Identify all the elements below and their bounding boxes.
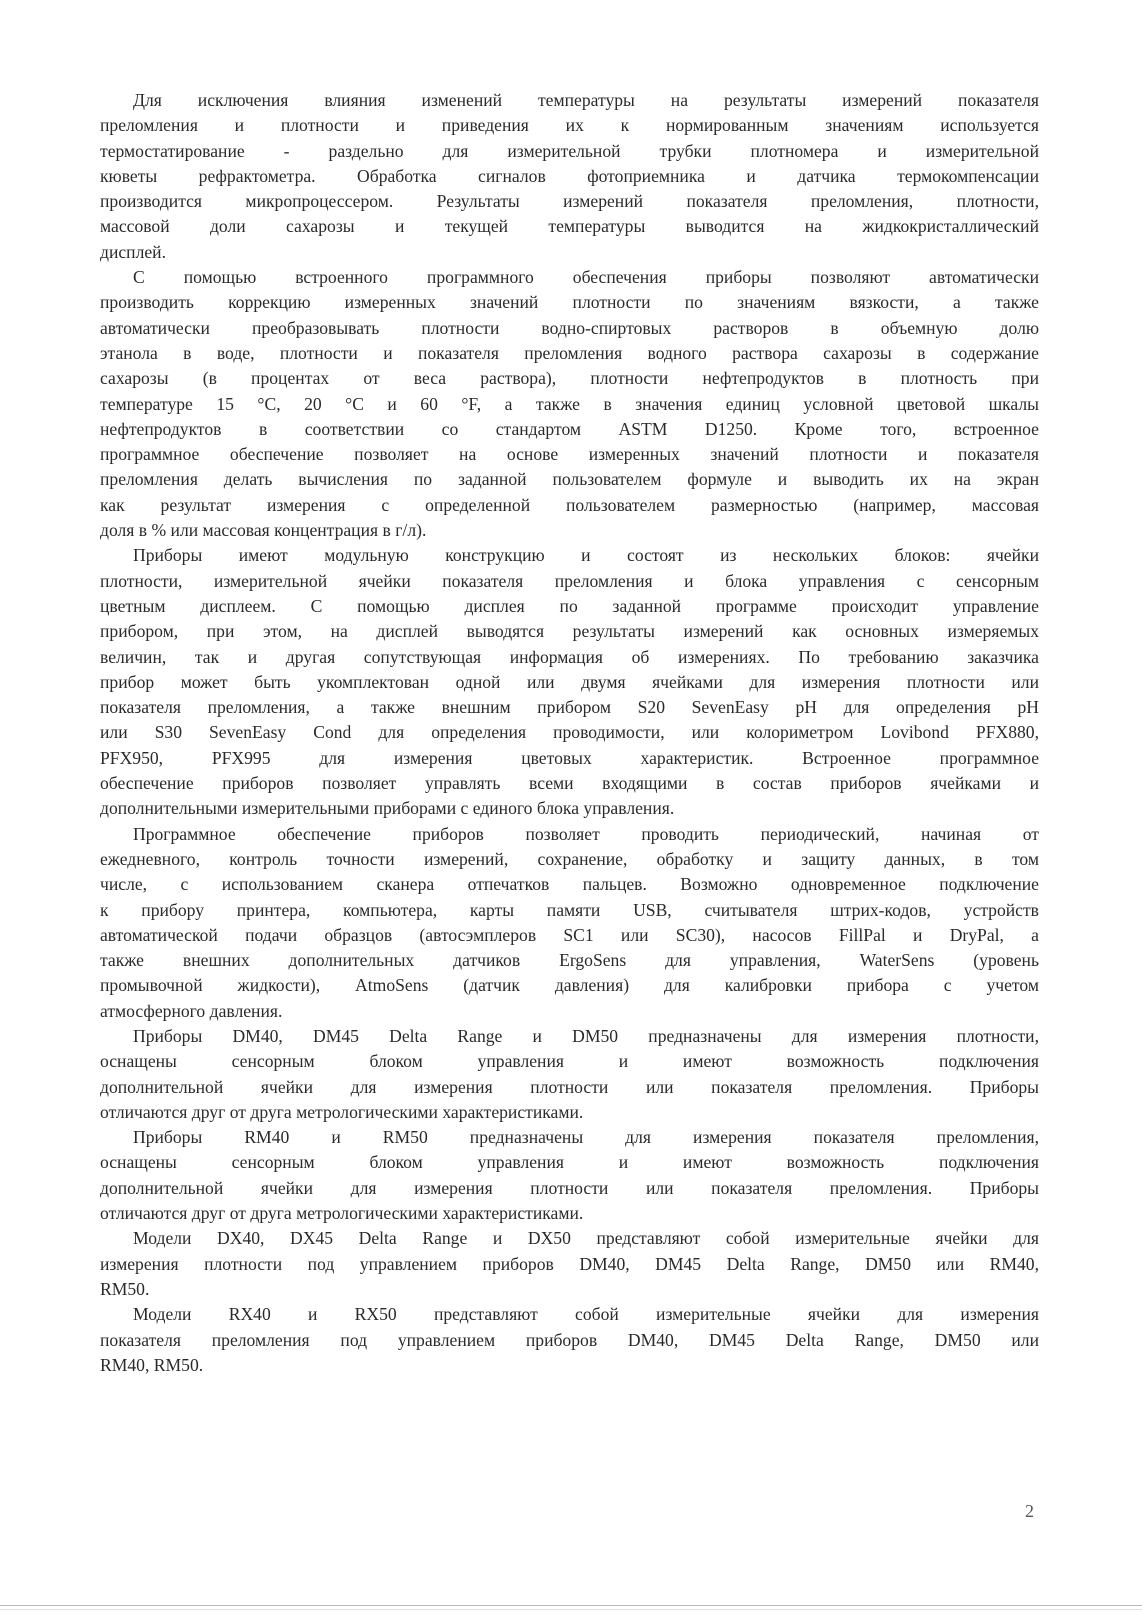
scan-edge-line-faint [0, 1609, 1142, 1610]
text-line: плотности, измерительной ячейки показателя преломления и блока управления с сенсорным [100, 570, 1039, 591]
text-line: нефтепродуктов в соответствии со стандартом ASTM D1250. Кроме того, встроенное [100, 418, 1039, 439]
scan-edge-line [0, 1605, 1142, 1606]
text-line: доля в % или массовая концентрация в г/л). [100, 520, 427, 541]
text-line: Приборы имеют модульную конструкцию и состоят из нескольких блоков: ячейки [133, 545, 1039, 566]
text-line: массовой доли сахарозы и текущей температуры выводится на жидкокристаллический [100, 216, 1039, 237]
text-line: производится микропроцессером. Результаты измерений показателя преломления, плотности, [100, 191, 1039, 212]
text-line: отличаются друг от друга метрологическими характеристиками. [100, 1101, 584, 1122]
page-number: 2 [1025, 1501, 1034, 1521]
text-line: RM40, RM50. [100, 1354, 204, 1375]
text-line: атмосферного давления. [100, 1000, 283, 1021]
text-line: прибором, при этом, на дисплей выводятся результаты измерений как основных измеряемых [100, 621, 1039, 642]
text-line: оснащены сенсорным блоком управления и имеют возможность подключения [100, 1152, 1039, 1173]
text-line: Приборы DM40, DM45 Delta Range и DM50 предназначены для измерения плотности, [133, 1025, 1039, 1046]
text-line: автоматической подачи образцов (автосэмплеров SC1 или SC30), насосов FillPal и DryPal, а [100, 924, 1039, 945]
text-line: показателя преломления под управлением приборов DM40, DM45 Delta Range, DM50 или [100, 1329, 1039, 1350]
text-line: автоматически преобразовывать плотности водно-спиртовых растворов в объемную долю [100, 317, 1039, 338]
text-line: как результат измерения с определенной пользователем размерностью (например, массовая [100, 494, 1039, 515]
text-line: термостатирование - раздельно для измерительной трубки плотномера и измерительной [100, 140, 1039, 161]
paragraph-software-features [100, 265, 1039, 543]
document-body [100, 88, 1039, 1378]
text-line: преломления делать вычисления по заданной пользователем формуле и выводить их на экран [100, 469, 1039, 490]
text-line: ежедневного, контроль точности измерений, сохранение, обработку и защиту данных, в том [100, 848, 1039, 869]
paragraph-software-control [100, 822, 1039, 1024]
text-line: PFX950, PFX995 для измерения цветовых характеристик. Встроенное программное [100, 747, 1039, 768]
paragraph-dx-models [100, 1226, 1039, 1302]
text-line: этанола в воде, плотности и показателя преломления водного раствора сахарозы в содержание [100, 342, 1039, 363]
text-line: сахарозы (в процентах от веса раствора), плотности нефтепродуктов в плотность при [100, 368, 1039, 389]
text-line: дисплей. [100, 241, 166, 262]
text-line: температуре 15 °С, 20 °С и 60 °F, а также в значения единиц условной цветовой шкалы [100, 393, 1039, 414]
text-line: RM50. [100, 1278, 150, 1299]
text-line: цветным дисплеем. С помощью дисплея по заданной программе происходит управление [100, 595, 1039, 616]
text-line: дополнительной ячейки для измерения плотности или показателя преломления. Приборы [100, 1076, 1039, 1097]
text-line: прибор может быть укомплектован одной или двумя ячейками для измерения плотности или [100, 671, 1039, 692]
text-line: дополнительной ячейки для измерения плотности или показателя преломления. Приборы [100, 1177, 1039, 1198]
paragraph-rm-models [100, 1125, 1039, 1226]
text-line: числе, с использованием сканера отпечатков пальцев. Возможно одновременное подключение [100, 874, 1039, 895]
text-line: дополнительными измерительными приборами с единого блока управления. [100, 798, 675, 819]
text-line: производить коррекцию измеренных значений плотности по значениям вязкости, а также [100, 292, 1039, 313]
paragraph-modular-design [100, 543, 1039, 821]
text-line: к прибору принтера, компьютера, карты памяти USB, считывателя штрих-кодов, устройств [100, 899, 1039, 920]
text-line: измерения плотности под управлением приборов DM40, DM45 Delta Range, DM50 или RM40, [100, 1253, 1039, 1274]
text-line: показателя преломления, а также внешним прибором S20 SevenEasy pH для определения pH [100, 697, 1039, 718]
text-line: промывочной жидкости), AtmoSens (датчик давления) для калибровки прибора с учетом [100, 975, 1039, 996]
paragraph-dm-models [100, 1024, 1039, 1125]
text-line: преломления и плотности и приведения их к нормированным значениям используется [100, 115, 1039, 136]
text-line: также внешних дополнительных датчиков ErgoSens для управления, WaterSens (уровень [100, 950, 1039, 971]
text-line: Модели RX40 и RX50 представляют собой измерительные ячейки для измерения [133, 1304, 1039, 1325]
text-line: обеспечение приборов позволяет управлять всеми входящими в состав приборов ячейками и [100, 773, 1039, 794]
text-line: программное обеспечение позволяет на основе измеренных значений плотности и показателя [100, 444, 1039, 465]
paragraph-temperature-control [100, 88, 1039, 265]
text-line: Для исключения влияния изменений температуры на результаты измерений показателя [133, 90, 1039, 110]
paragraph-rx-models [100, 1302, 1039, 1378]
text-line: отличаются друг от друга метрологическими характеристиками. [100, 1203, 584, 1224]
text-line: величин, так и другая сопутствующая информация об измерениях. По требованию заказчика [100, 646, 1039, 667]
text-line: оснащены сенсорным блоком управления и имеют возможность подключения [100, 1051, 1039, 1072]
text-line: Программное обеспечение приборов позволяет проводить периодический, начиная от [133, 823, 1039, 844]
text-line: Приборы RM40 и RM50 предназначены для измерения показателя преломления, [133, 1127, 1039, 1148]
text-line: С помощью встроенного программного обеспечения приборы позволяют автоматически [133, 267, 1039, 288]
text-line: Модели DX40, DX45 Delta Range и DX50 представляют собой измерительные ячейки для [133, 1228, 1039, 1249]
text-line: кюветы рефрактометра. Обработка сигналов фотоприемника и датчика термокомпенсации [100, 165, 1039, 186]
text-line: или S30 SevenEasy Cond для определения проводимости, или колориметром Lovibond PFX880, [100, 722, 1039, 743]
